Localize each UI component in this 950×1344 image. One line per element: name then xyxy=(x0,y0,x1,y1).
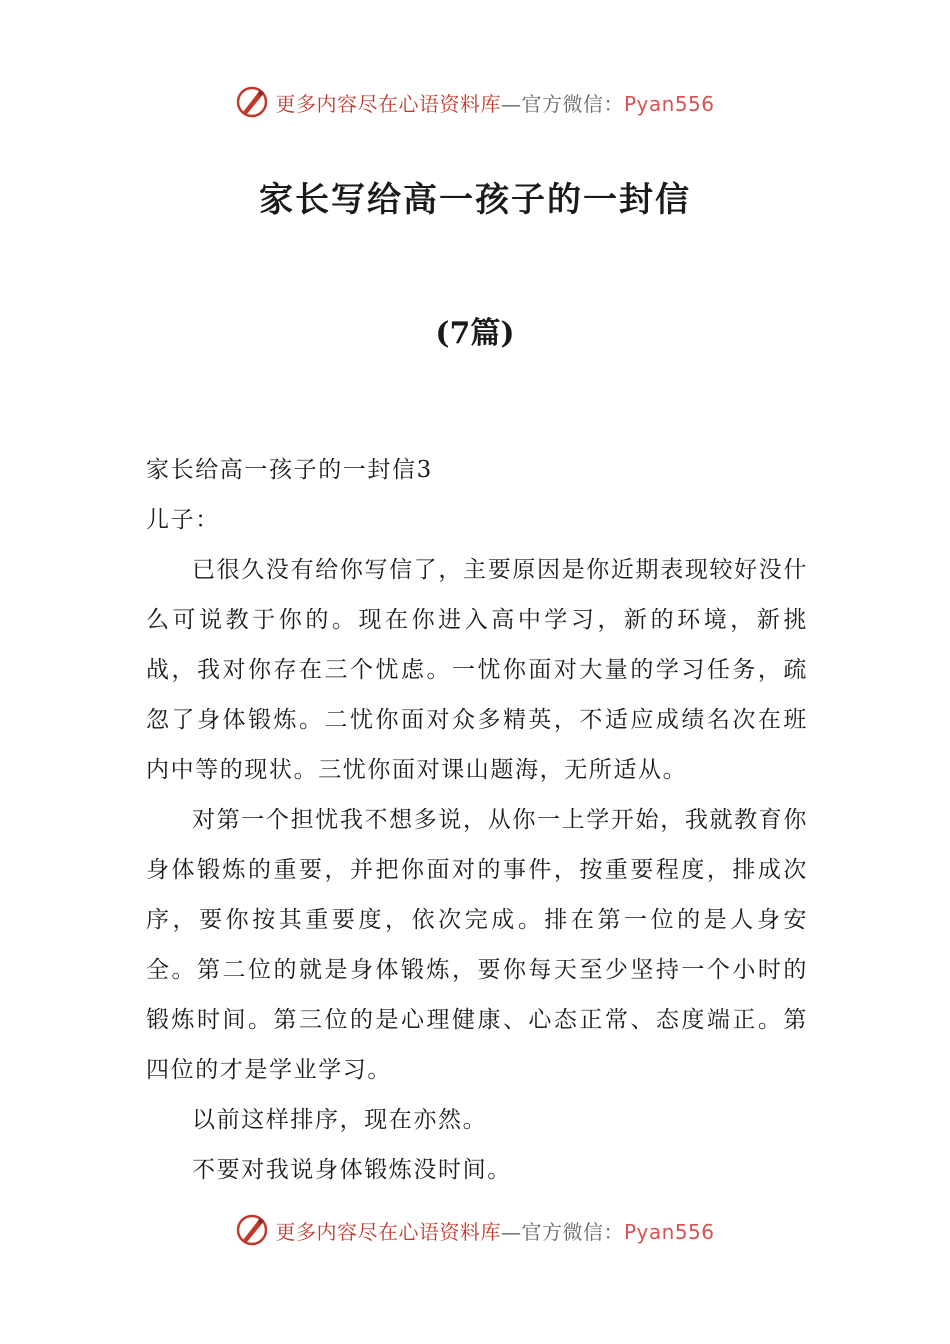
salutation: 儿子： xyxy=(146,507,220,533)
section-heading: 家长给高一孩子的一封信3 xyxy=(146,457,433,483)
banner-contact-label: 官方微信： xyxy=(521,1219,624,1244)
footer-banner xyxy=(0,1208,950,1252)
pen-circle-icon xyxy=(235,85,269,119)
document-body xyxy=(146,445,808,1195)
banner-text xyxy=(275,88,714,117)
body-paragraph: 对第一个担忧我不想多说，从你一上学开始，我就教育你身体锻炼的重要，并把你面对的事件，按重要程度，排成次序，要你按其重要度，依次完成。排在第一位的是人身安全。第二位的就是身体锻炼，要你每天至少坚持一个小时的锻炼时间。第三位的是心理健康、心态正常、态度端正。第四位的才是学业学习。 xyxy=(146,807,808,1083)
banner-dash: — xyxy=(500,91,522,116)
banner-wechat-id: Pyan556 xyxy=(623,91,715,116)
pen-circle-icon xyxy=(235,1213,269,1247)
banner-main-text: 更多内容尽在心语资料库 xyxy=(275,91,501,116)
banner-main-text: 更多内容尽在心语资料库 xyxy=(275,1219,501,1244)
document-subtitle: (7篇) xyxy=(435,316,515,351)
banner-text xyxy=(275,1216,714,1245)
body-paragraph: 以前这样排序，现在亦然。 xyxy=(192,1107,488,1133)
banner-wechat-id: Pyan556 xyxy=(623,1219,715,1244)
banner-contact-label: 官方微信： xyxy=(521,91,624,116)
body-paragraph: 不要对我说身体锻炼没时间。 xyxy=(192,1157,512,1183)
body-paragraph: 已很久没有给你写信了，主要原因是你近期表现较好没什么可说教于你的。现在你进入高中学习，新的环境，新挑战，我对你存在三个忧虑。一忧你面对大量的学习任务，疏忽了身体锻炼。二忧你面对众多精英，不适应成绩名次在班内中等的现状。三忧你面对课山题海，无所适从。 xyxy=(146,557,808,783)
document-title: 家长写给高一孩子的一封信 xyxy=(259,180,691,220)
header-banner xyxy=(0,80,950,124)
banner-dash: — xyxy=(500,1219,522,1244)
